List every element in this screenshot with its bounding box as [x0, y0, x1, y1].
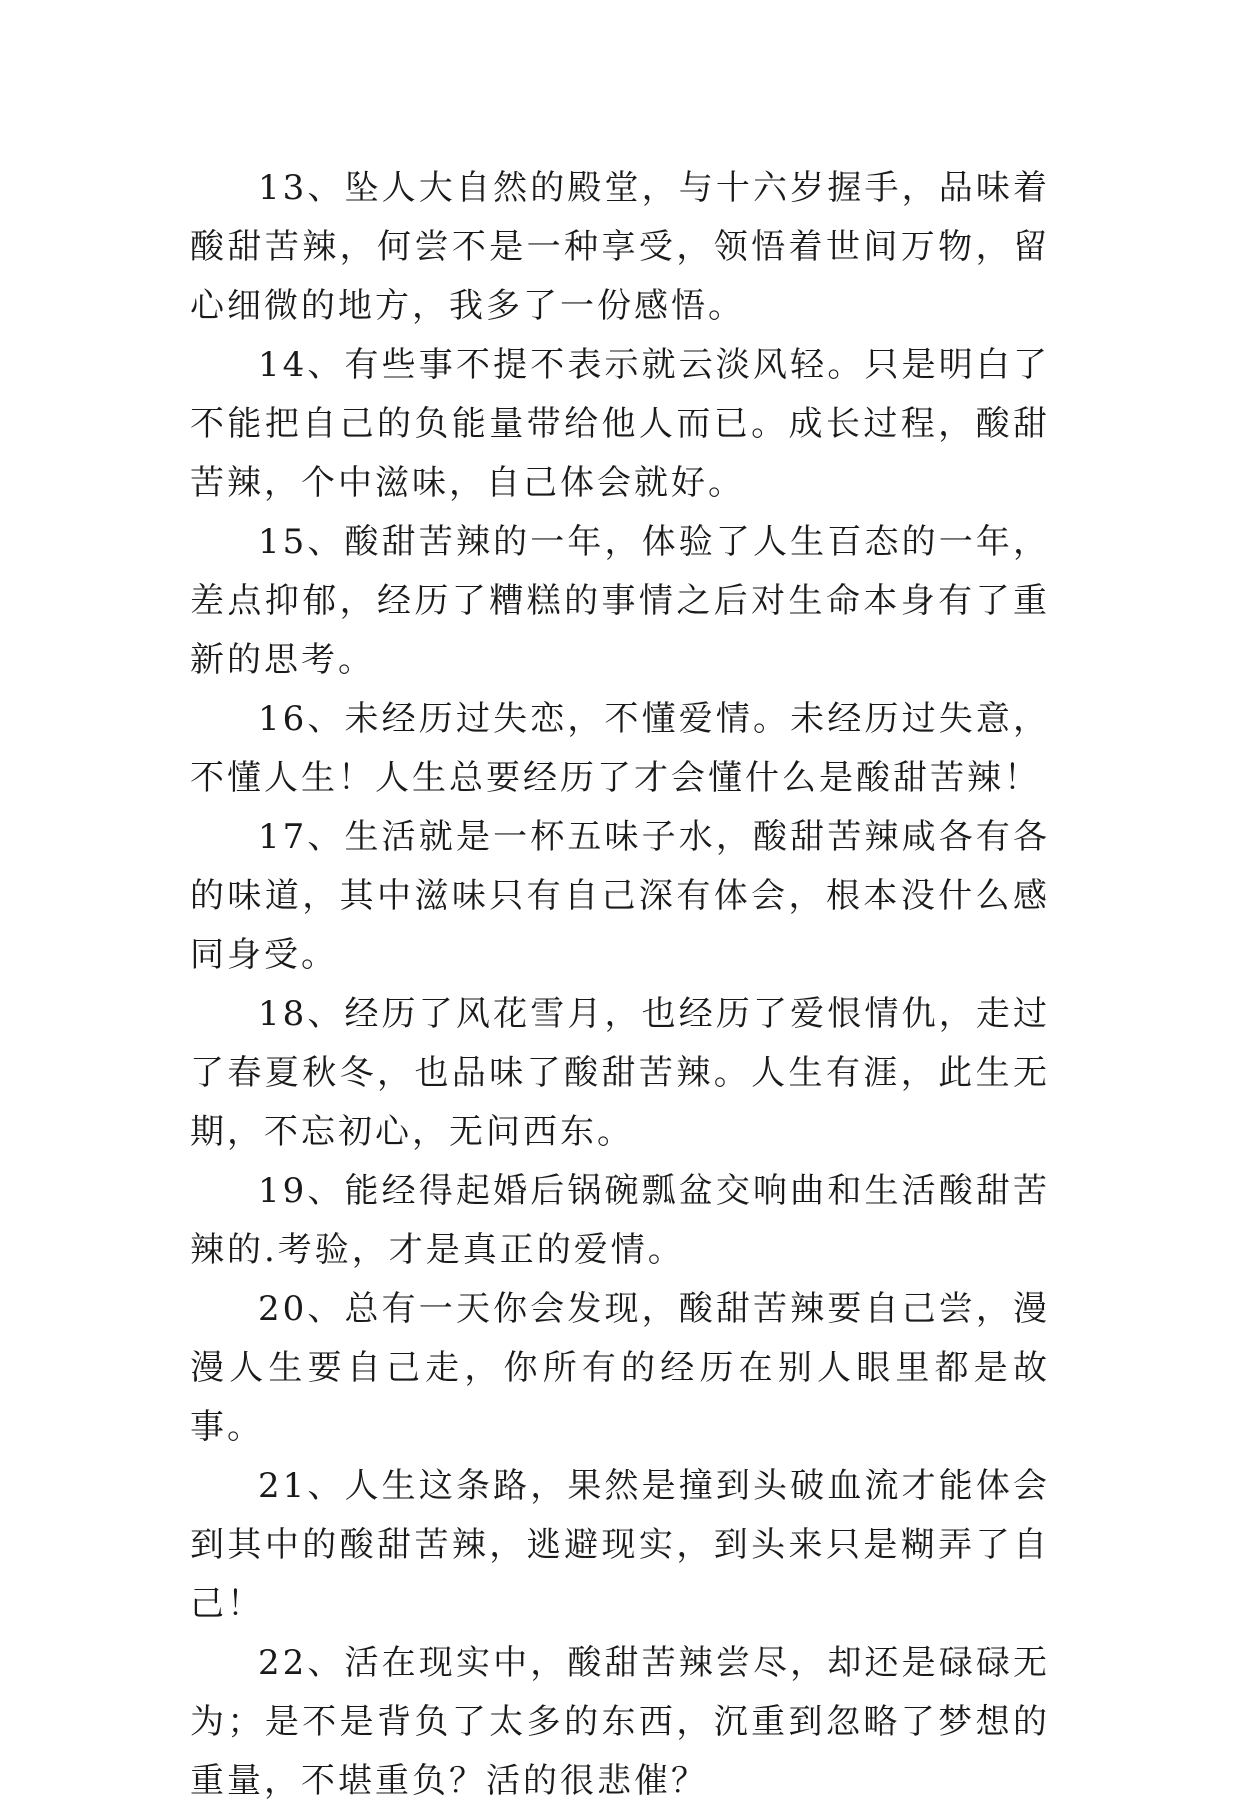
paragraph-19: 19、能经得起婚后锅碗瓢盆交响曲和生活酸甜苦辣的.考验，才是真正的爱情。: [190, 1171, 1050, 1270]
paragraph-16: 16、未经历过失恋，不懂爱情。未经历过失意，不懂人生！人生总要经历了才会懂什么是酸甜苦辣！: [190, 699, 1050, 798]
paragraph-14: 14、有些事不提不表示就云淡风轻。只是明白了不能把自己的负能量带给他人而已。成长过程，酸甜苦辣，个中滋味，自己体会就好。: [190, 345, 1050, 503]
paragraph-13: 13、坠人大自然的殿堂，与十六岁握手，品味着酸甜苦辣，何尝不是一种享受，领悟着世间万物，留心细微的地方，我多了一份感悟。: [190, 168, 1050, 326]
paragraph-22: 22、活在现实中，酸甜苦辣尝尽，却还是碌碌无为；是不是背负了太多的东西，沉重到忽略了梦想的重量，不堪重负？活的很悲催？: [190, 1643, 1050, 1801]
paragraph-15: 15、酸甜苦辣的一年，体验了人生百态的一年，差点抑郁，经历了糟糕的事情之后对生命本身有了重新的思考。: [190, 522, 1050, 680]
paragraph-17: 17、生活就是一杯五味子水，酸甜苦辣咸各有各的味道，其中滋味只有自己深有体会，根本没什么感同身受。: [190, 817, 1050, 975]
paragraph-21: 21、人生这条路，果然是撞到头破血流才能体会到其中的酸甜苦辣，逃避现实，到头来只是糊弄了自己！: [190, 1466, 1050, 1624]
paragraph-20: 20、总有一天你会发现，酸甜苦辣要自己尝，漫漫人生要自己走，你所有的经历在别人眼里都是故事。: [190, 1289, 1050, 1447]
paragraph-18: 18、经历了风花雪月，也经历了爱恨情仇，走过了春夏秋冬，也品味了酸甜苦辣。人生有涯，此生无期，不忘初心，无问西东。: [190, 994, 1050, 1152]
document-body: [190, 159, 1050, 1811]
